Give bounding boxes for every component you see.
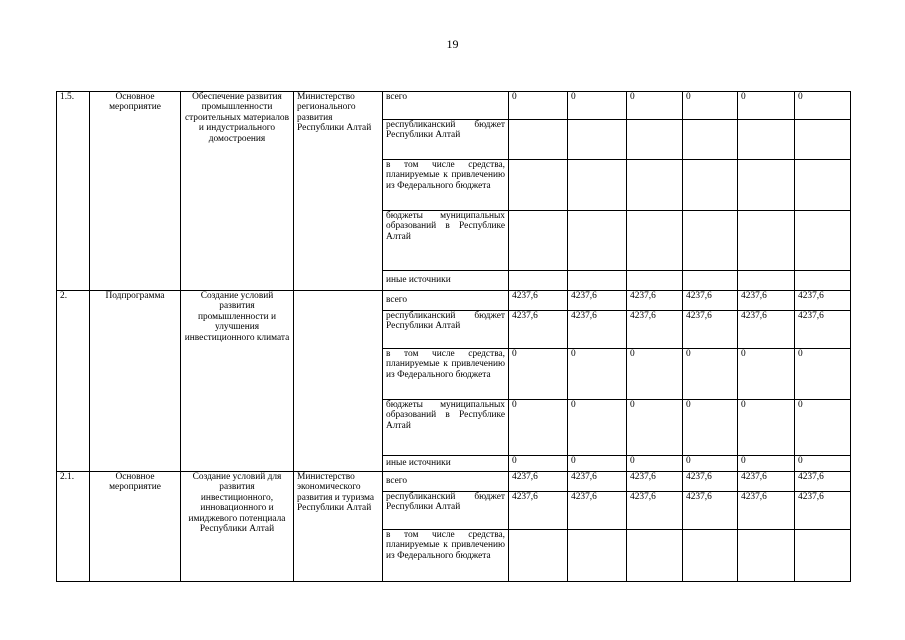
value-cell: 4237,6 <box>509 311 568 349</box>
value-cell: 4237,6 <box>683 472 738 492</box>
row-number: 2. <box>57 291 90 472</box>
value-cell: 4237,6 <box>795 311 851 349</box>
value-cell: 0 <box>738 92 795 120</box>
value-cell <box>738 211 795 271</box>
value-cell: 4237,6 <box>568 291 627 311</box>
value-cell <box>683 271 738 291</box>
value-cell <box>568 120 627 160</box>
value-cell: 4237,6 <box>627 492 683 530</box>
budget-table-body <box>57 92 851 582</box>
value-cell: 4237,6 <box>683 311 738 349</box>
funding-source: бюджеты муниципальных образований в Республике Алтай <box>383 211 509 271</box>
value-cell: 0 <box>627 349 683 400</box>
value-cell <box>738 530 795 582</box>
value-cell: 0 <box>683 349 738 400</box>
value-cell <box>509 271 568 291</box>
value-cell: 0 <box>568 92 627 120</box>
value-cell: 4237,6 <box>683 291 738 311</box>
value-cell: 4237,6 <box>509 291 568 311</box>
funding-source: иные источники <box>383 456 509 472</box>
value-cell <box>509 120 568 160</box>
value-cell: 4237,6 <box>795 492 851 530</box>
page-number: 19 <box>446 37 459 51</box>
value-cell: 0 <box>627 400 683 456</box>
value-cell <box>795 120 851 160</box>
value-cell: 4237,6 <box>627 291 683 311</box>
row-name: Обеспечение развития промышленности строительных материалов и индустриального домостроения <box>181 92 294 291</box>
value-cell <box>627 530 683 582</box>
value-cell: 0 <box>683 92 738 120</box>
row-type: Основное мероприятие <box>90 92 181 291</box>
value-cell: 4237,6 <box>738 291 795 311</box>
value-cell <box>738 271 795 291</box>
funding-source: в том числе средства, планируемые к привлечению из Федерального бюджета <box>383 530 509 582</box>
value-cell: 4237,6 <box>627 311 683 349</box>
value-cell <box>627 211 683 271</box>
value-cell: 4237,6 <box>568 472 627 492</box>
row-name: Создание условий развития промышленности и улучшения инвестиционного климата <box>181 291 294 472</box>
value-cell: 4237,6 <box>795 472 851 492</box>
value-cell <box>683 530 738 582</box>
value-cell <box>568 160 627 211</box>
value-cell: 0 <box>738 400 795 456</box>
value-cell: 0 <box>683 456 738 472</box>
budget-table <box>56 91 851 582</box>
row-type: Основное мероприятие <box>90 472 181 582</box>
funding-source: иные источники <box>383 271 509 291</box>
value-cell: 0 <box>795 349 851 400</box>
value-cell: 4237,6 <box>509 472 568 492</box>
value-cell: 0 <box>795 92 851 120</box>
value-cell: 0 <box>627 92 683 120</box>
funding-source: в том числе средства, планируемые к привлечению из Федерального бюджета <box>383 349 509 400</box>
row-executor: Министерство экономического развития и туризма Республики Алтай <box>294 472 383 582</box>
value-cell: 0 <box>509 456 568 472</box>
table-row <box>57 291 851 311</box>
funding-source: в том числе средства, планируемые к привлечению из Федерального бюджета <box>383 160 509 211</box>
value-cell <box>627 271 683 291</box>
value-cell <box>509 530 568 582</box>
value-cell: 4237,6 <box>509 492 568 530</box>
row-executor: Министерство регионального развития Республики Алтай <box>294 92 383 291</box>
value-cell <box>795 211 851 271</box>
value-cell: 0 <box>568 456 627 472</box>
value-cell: 0 <box>568 349 627 400</box>
funding-source: республиканский бюджет Республики Алтай <box>383 492 509 530</box>
value-cell: 4237,6 <box>568 492 627 530</box>
value-cell: 0 <box>738 349 795 400</box>
funding-source: республиканский бюджет Республики Алтай <box>383 311 509 349</box>
value-cell: 0 <box>509 349 568 400</box>
table-row <box>57 472 851 492</box>
value-cell <box>627 160 683 211</box>
value-cell <box>568 530 627 582</box>
funding-source: всего <box>383 92 509 120</box>
value-cell <box>568 271 627 291</box>
row-executor <box>294 291 383 472</box>
row-type: Подпрограмма <box>90 291 181 472</box>
value-cell <box>795 271 851 291</box>
value-cell: 0 <box>738 456 795 472</box>
value-cell: 0 <box>627 456 683 472</box>
value-cell <box>568 211 627 271</box>
value-cell: 0 <box>509 92 568 120</box>
value-cell <box>683 160 738 211</box>
value-cell: 0 <box>568 400 627 456</box>
table-row <box>57 92 851 120</box>
value-cell: 4237,6 <box>568 311 627 349</box>
value-cell <box>509 160 568 211</box>
funding-source: бюджеты муниципальных образований в Республике Алтай <box>383 400 509 456</box>
value-cell: 4237,6 <box>738 311 795 349</box>
value-cell: 4237,6 <box>683 492 738 530</box>
value-cell: 4237,6 <box>738 492 795 530</box>
funding-source: республиканский бюджет Республики Алтай <box>383 120 509 160</box>
row-number: 1.5. <box>57 92 90 291</box>
row-number: 2.1. <box>57 472 90 582</box>
value-cell <box>738 160 795 211</box>
row-name: Создание условий для развития инвестиционного, инновационного и имиджевого потенциала Республики Алтай <box>181 472 294 582</box>
value-cell: 4237,6 <box>738 472 795 492</box>
funding-source: всего <box>383 291 509 311</box>
value-cell <box>683 120 738 160</box>
value-cell: 0 <box>683 400 738 456</box>
value-cell: 0 <box>509 400 568 456</box>
value-cell <box>627 120 683 160</box>
value-cell: 4237,6 <box>627 472 683 492</box>
value-cell <box>795 530 851 582</box>
funding-source: всего <box>383 472 509 492</box>
value-cell: 0 <box>795 456 851 472</box>
value-cell: 4237,6 <box>795 291 851 311</box>
value-cell: 0 <box>795 400 851 456</box>
value-cell <box>795 160 851 211</box>
value-cell <box>738 120 795 160</box>
value-cell <box>509 211 568 271</box>
value-cell <box>683 211 738 271</box>
